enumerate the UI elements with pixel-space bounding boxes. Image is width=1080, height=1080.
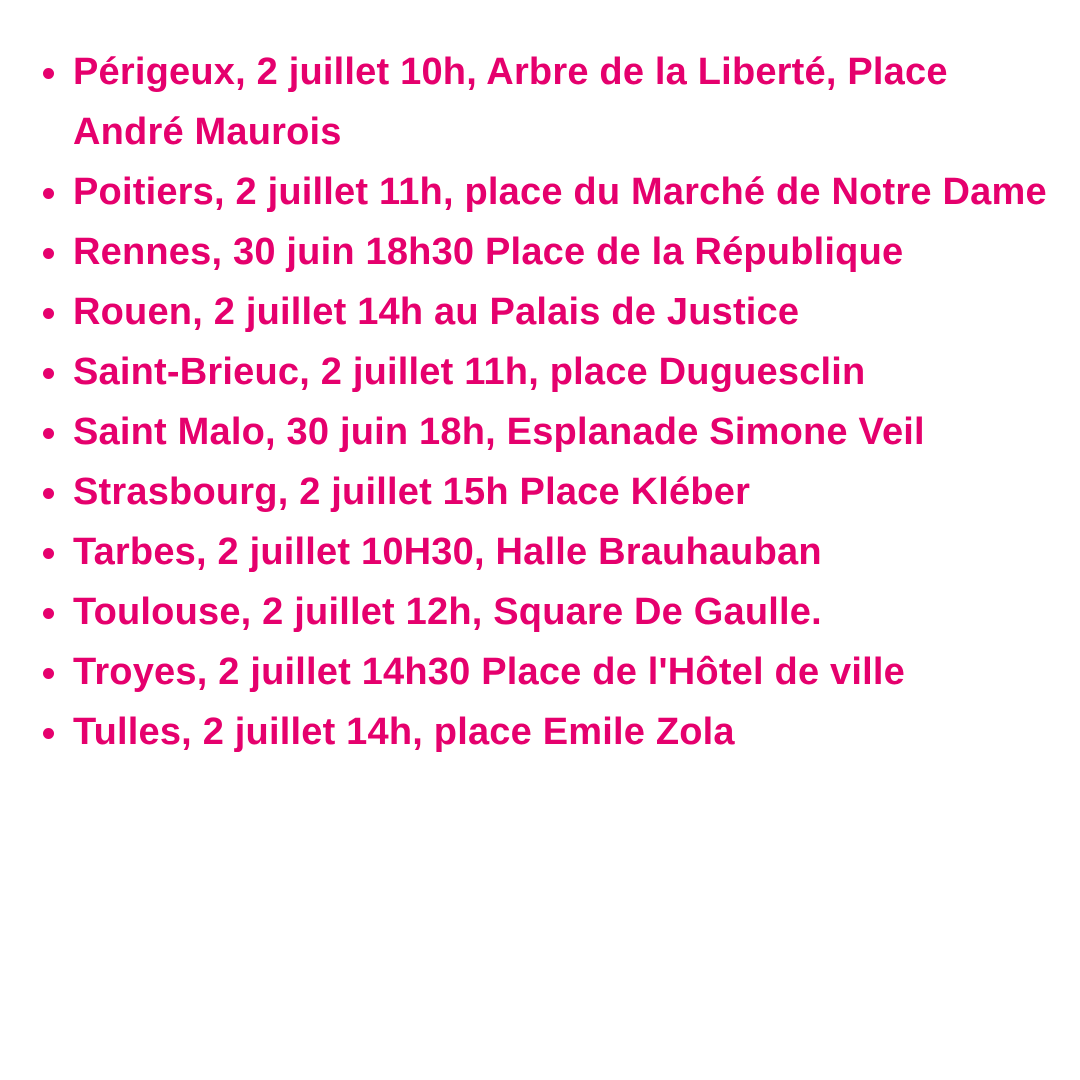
event-text: Toulouse, 2 juillet 12h, Square De Gaulle. [73,591,822,633]
event-text: Rouen, 2 juillet 14h au Palais de Justice [73,291,800,333]
list-item [40,522,1050,582]
event-text: Saint-Brieuc, 2 juillet 11h, place Duguesclin [73,351,866,393]
event-text: Poitiers, 2 juillet 11h, place du Marché de Notre Dame [73,171,1047,213]
bullet-icon [43,608,54,619]
list-item [40,642,1050,702]
bullet-icon [43,68,54,79]
bullet-icon [43,188,54,199]
event-list [40,42,1050,762]
bullet-icon [43,368,54,379]
bullet-icon [43,308,54,319]
bullet-icon [43,488,54,499]
list-item [40,222,1050,282]
bullet-icon [43,548,54,559]
list-item [40,342,1050,402]
list-item [40,42,1050,162]
event-text: Rennes, 30 juin 18h30 Place de la République [73,231,904,273]
event-text: Périgeux, 2 juillet 10h, Arbre de la Liberté, Place André Maurois [73,51,948,153]
bullet-icon [43,248,54,259]
bullet-icon [43,728,54,739]
event-text: Saint Malo, 30 juin 18h, Esplanade Simone Veil [73,411,925,453]
list-item [40,702,1050,762]
list-item [40,462,1050,522]
event-text: Troyes, 2 juillet 14h30 Place de l'Hôtel de ville [73,651,905,693]
event-text: Strasbourg, 2 juillet 15h Place Kléber [73,471,751,513]
list-item [40,162,1050,222]
bullet-icon [43,668,54,679]
event-text: Tarbes, 2 juillet 10H30, Halle Brauhauban [73,531,822,573]
list-item [40,582,1050,642]
event-text: Tulles, 2 juillet 14h, place Emile Zola [73,711,735,753]
bullet-icon [43,428,54,439]
list-item [40,282,1050,342]
list-item [40,402,1050,462]
